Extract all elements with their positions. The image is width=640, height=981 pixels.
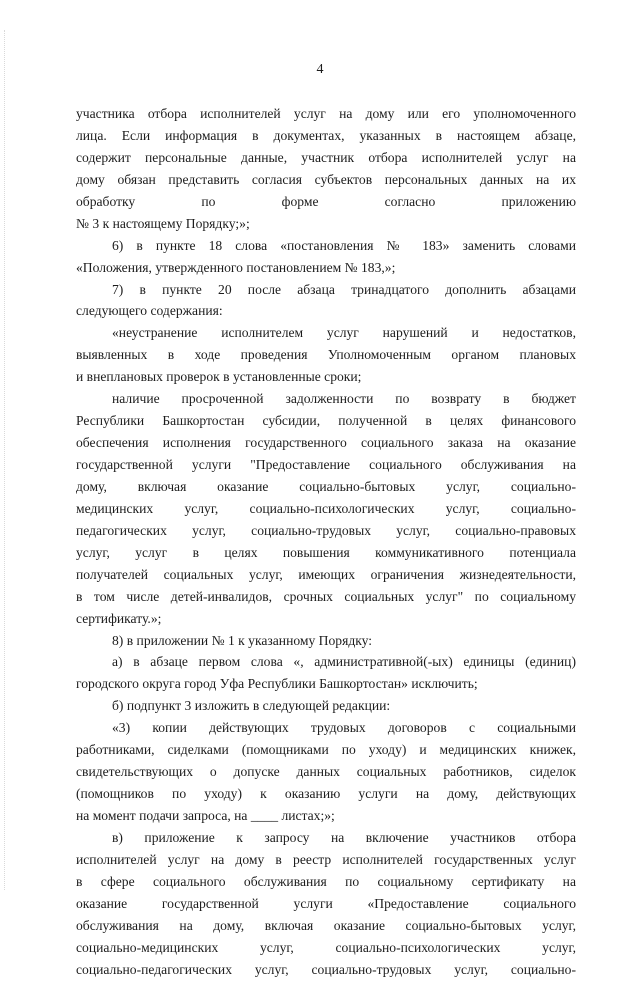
text-line: педагогических услуг, социально-трудовых услуг, социально-правовых xyxy=(76,522,576,538)
text-line: услуг, услуг в целях повышения коммуникативного потенциала xyxy=(76,544,576,560)
text-line: «3) копии действующих трудовых договоров с социальными xyxy=(112,720,576,736)
scan-edge-marks xyxy=(4,30,8,890)
text-line: следующего содержания: xyxy=(76,303,223,319)
text-line: 8) в приложении № 1 к указанному Порядку: xyxy=(112,632,373,648)
text-line: медицинских услуг, социально-психологических услуг, социально- xyxy=(76,500,576,516)
text-line: в том числе детей-инвалидов, срочных социальных услуг" по социальному xyxy=(76,588,576,604)
text-line: в) приложение к запросу на включение участников отбора xyxy=(112,829,576,845)
text-line: 7) в пункте 20 после абзаца тринадцатого дополнить абзацами xyxy=(112,281,576,297)
text-line: обеспечения исполнения государственного социального заказа на оказание xyxy=(76,435,576,451)
text-line: № 3 к настоящему Порядку;»; xyxy=(76,215,250,231)
text-line: обработку по форме согласно приложению xyxy=(76,193,576,209)
text-line: на момент подачи запроса, на ____ листах;»; xyxy=(76,808,335,823)
text-line: получателей социальных услуг, имеющих ограничения жизнедеятельности, xyxy=(76,566,576,582)
text-line: государственной услуги "Предоставление социального обслуживания на xyxy=(76,457,576,472)
text-line: в сфере социального обслуживания по социальному сертификату на xyxy=(76,873,576,889)
text-line: Республики Башкортостан субсидии, полученной в целях финансового xyxy=(76,413,576,429)
text-line: выявленных в ходе проведения Уполномоченным органом плановых xyxy=(76,347,576,363)
text-line: содержит персональные данные, участник отбора исполнителей услуг на xyxy=(76,149,576,165)
text-line: б) подпункт 3 изложить в следующей редакции: xyxy=(112,698,391,714)
text-line: социально-педагогических услуг, социально-трудовых услуг, социально- xyxy=(76,961,576,977)
text-line: дому, включая оказание социально-бытовых услуг, социально- xyxy=(76,478,576,494)
text-line: социально-медицинских услуг, социально-психологических услуг, xyxy=(76,939,576,955)
text-line: дому обязан представить согласия субъектов персональных данных на их xyxy=(76,171,576,187)
text-line: «Положения, утвержденного постановлением № 183,»; xyxy=(76,259,396,275)
text-line: исполнителей услуг на дому в реестр исполнителей государственных услуг xyxy=(76,851,576,867)
text-line: лица. Если информация в документах, указанных в настоящем абзаце, xyxy=(76,127,576,143)
text-line: «неустранение исполнителем услуг нарушений и недостатков, xyxy=(112,325,576,341)
text-line: участника отбора исполнителей услуг на дому или его уполномоченного xyxy=(76,106,576,121)
text-line: сертификату.»; xyxy=(76,610,162,626)
document-body xyxy=(76,103,576,981)
text-line: работниками, сиделками (помощниками по уходу) и медицинских книжек, xyxy=(76,742,576,758)
text-line: свидетельствующих о допуске данных социальных работников, сиделок xyxy=(76,764,576,780)
text-line: 6) в пункте 18 слова «постановления № 183» заменить словами xyxy=(112,237,576,253)
text-line: городского округа город Уфа Республики Башкортостан» исключить; xyxy=(76,676,478,692)
page-number: 4 xyxy=(316,62,324,77)
text-line: а) в абзаце первом слова «, административной(-ых) единицы (единиц) xyxy=(112,654,576,670)
text-line: оказание государственной услуги «Предоставление социального xyxy=(76,895,576,911)
text-line: наличие просроченной задолженности по возврату в бюджет xyxy=(112,391,576,407)
text-line: и внеплановых проверок в установленные сроки; xyxy=(76,369,362,385)
text-line: (помощников по уходу) к оказанию услуги на дому, действующих xyxy=(76,786,576,802)
text-line: обслуживания на дому, включая оказание социально-бытовых услуг, xyxy=(76,917,576,933)
